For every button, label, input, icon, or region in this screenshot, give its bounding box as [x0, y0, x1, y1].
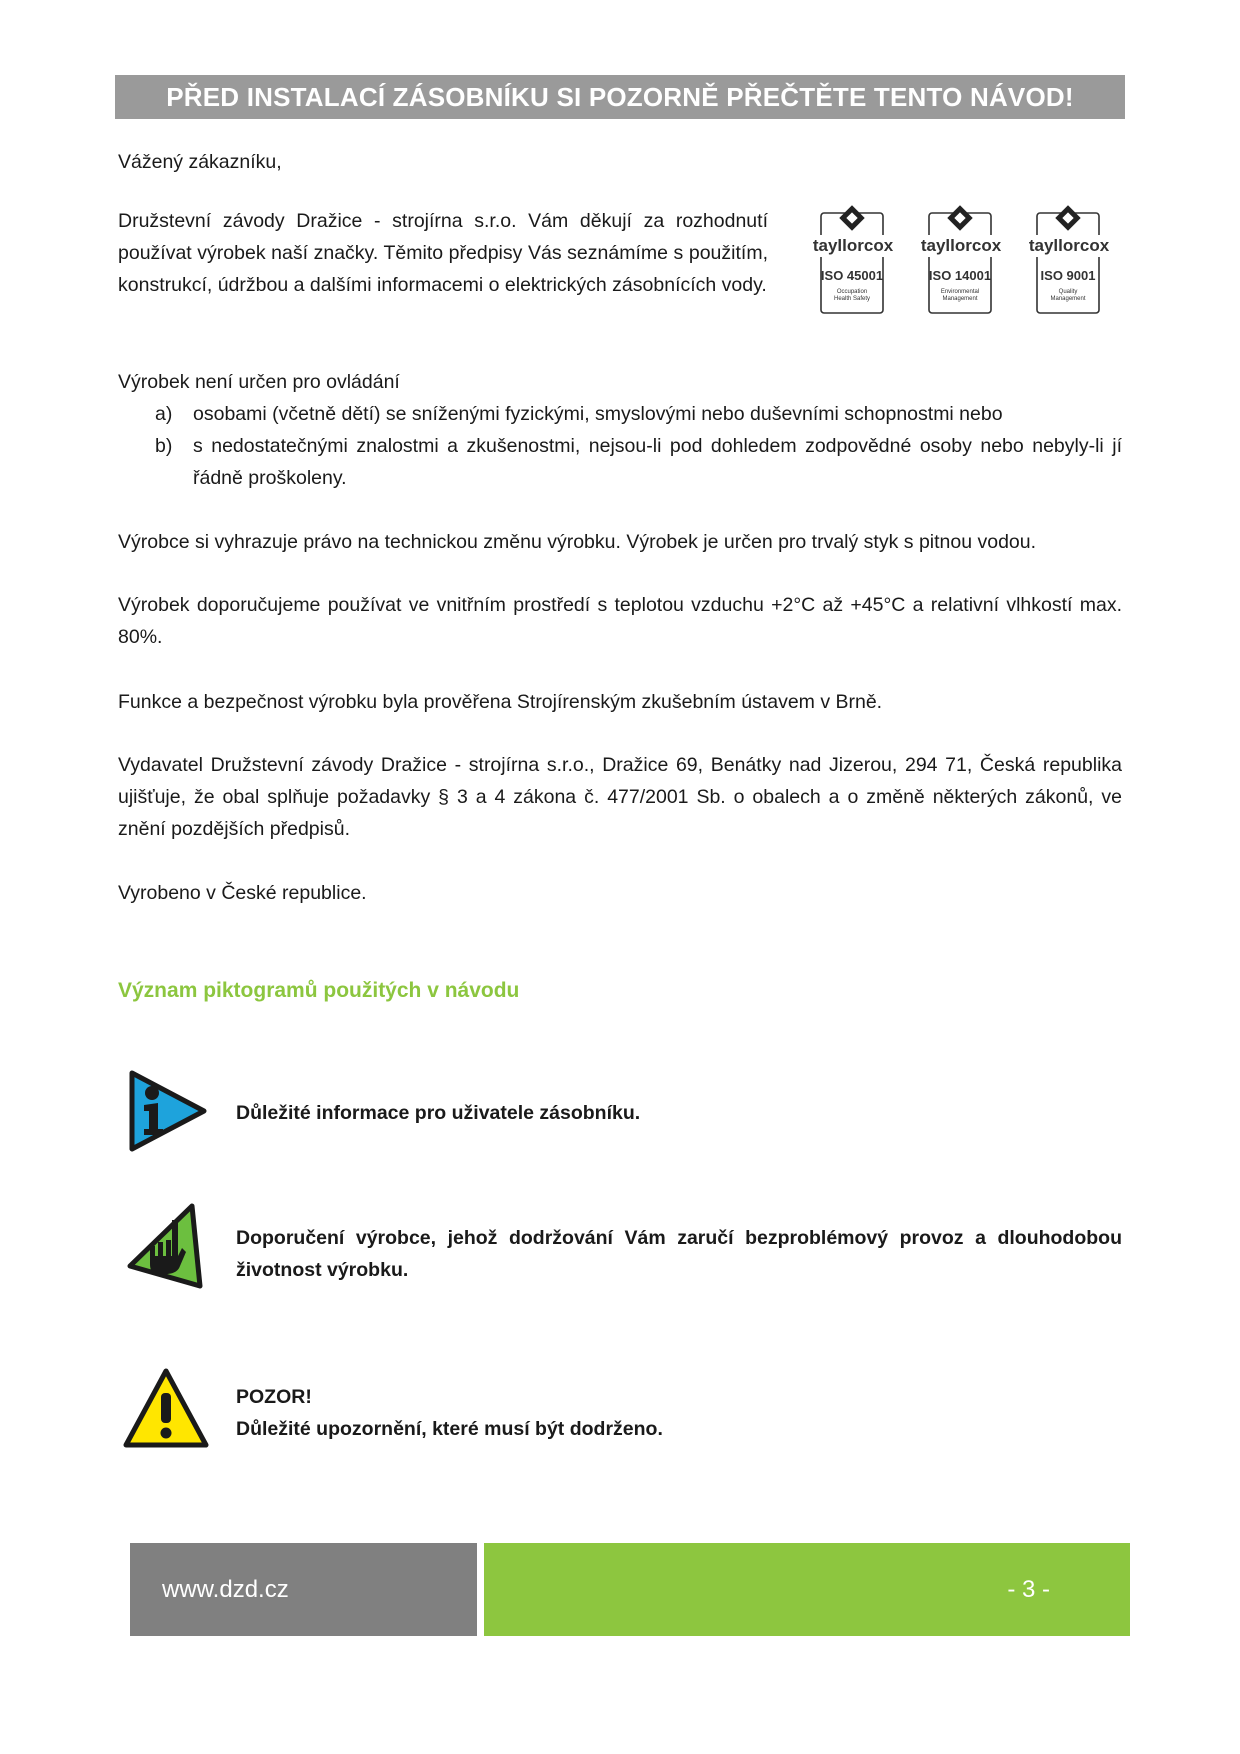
cert-desc: Management: [942, 296, 978, 302]
cert-iso: ISO 14001: [928, 268, 992, 283]
cert-desc: Health Safety: [833, 296, 871, 302]
list-item-text: osobami (včetně dětí) se sníženými fyzickými, smyslovými nebo duševními schopnostmi nebo: [193, 403, 1003, 425]
cert-desc: Occupation: [836, 289, 868, 295]
warning-block: [236, 1381, 1122, 1445]
recommendation-hand-icon: [120, 1200, 212, 1292]
page-banner: PŘED INSTALACÍ ZÁSOBNÍKU SI POZORNĚ PŘEČTĚTE TENTO NÁVOD!: [115, 75, 1125, 119]
list-marker: a): [155, 403, 173, 425]
environment-paragraph: Výrobek doporučujeme používat ve vnitřním prostředí s teplotou vzduchu +2°C až +45°C a relativní vlhkostí max. 80%.: [118, 594, 1122, 648]
cert-logo-iso-9001: [1026, 205, 1110, 313]
rights-paragraph: Výrobce si vyhrazuje právo na technickou změnu výrobku. Výrobek je určen pro trvalý styk s pitnou vodou.: [118, 531, 1037, 553]
recommendation-text: Doporučení výrobce, jehož dodržování Vám zaručí bezproblémový provoz a dlouhodobou životnost výrobku.: [236, 1227, 1122, 1281]
cert-desc: Management: [1050, 296, 1086, 302]
list-marker: b): [155, 435, 173, 457]
warning-icon: [120, 1363, 212, 1455]
greeting: Vážený zákazníku,: [118, 151, 282, 173]
list-item-text: s nedostatečnými znalostmi a zkušenostmi, nejsou-li pod dohledem zodpovědné osoby nebo nebyly-li jí řádně proškoleny.: [193, 435, 1122, 489]
cert-brand: tayllorcox: [812, 236, 894, 255]
cert-iso: ISO 45001: [820, 268, 884, 283]
publisher-paragraph: Vydavatel Družstevní závody Dražice - strojírna s.r.o., Dražice 69, Benátky nad Jizerou, 294 71, Česká republika ujišťuje, že obal splňuje požadavky § 3 a 4 zákona č. 477/2001 Sb. o obalech a o změně některých zákonů, ve znění pozdějších předpisů.: [118, 754, 1122, 840]
cert-brand: tayllorcox: [1028, 236, 1110, 255]
warning-title: POZOR!: [236, 1386, 312, 1408]
certification-logos: [810, 205, 1110, 317]
cert-iso: ISO 9001: [1040, 268, 1096, 283]
made-in-paragraph: Vyrobeno v České republice.: [118, 882, 367, 904]
list-item: [118, 398, 1122, 430]
footer-website: [130, 1543, 477, 1636]
control-list: [118, 398, 1122, 494]
cert-logo-iso-45001: [810, 205, 896, 313]
cert-logo-iso-14001: [918, 205, 1004, 313]
footer-page-bar: [484, 1543, 1130, 1636]
intro-paragraph: Družstevní závody Dražice - strojírna s.r.o. Vám děkují za rozhodnutí používat výrobek naší značky. Těmito předpisy Vás seznámíme s použitím, konstrukcí, údržbou a dalšími informacemi o elektrických zásobnících vody.: [118, 210, 768, 296]
cert-desc: Quality: [1058, 289, 1078, 295]
info-icon: [120, 1065, 212, 1157]
cert-brand: tayllorcox: [920, 236, 1002, 255]
safety-paragraph: Funkce a bezpečnost výrobku byla prověřena Strojírenským zkušebním ústavem v Brně.: [118, 691, 883, 713]
warning-text: Důležité upozornění, které musí být dodrženo.: [236, 1418, 663, 1440]
page-number: - 3 -: [1007, 1575, 1050, 1603]
website-url: www.dzd.cz: [162, 1575, 289, 1603]
control-intro: Výrobek není určen pro ovládání: [118, 371, 400, 393]
info-text: Důležité informace pro uživatele zásobníku.: [236, 1102, 641, 1124]
list-item: [118, 430, 1122, 494]
pictograms-heading: Význam piktogramů použitých v návodu: [118, 979, 520, 1002]
cert-desc: Environmental: [940, 289, 980, 295]
